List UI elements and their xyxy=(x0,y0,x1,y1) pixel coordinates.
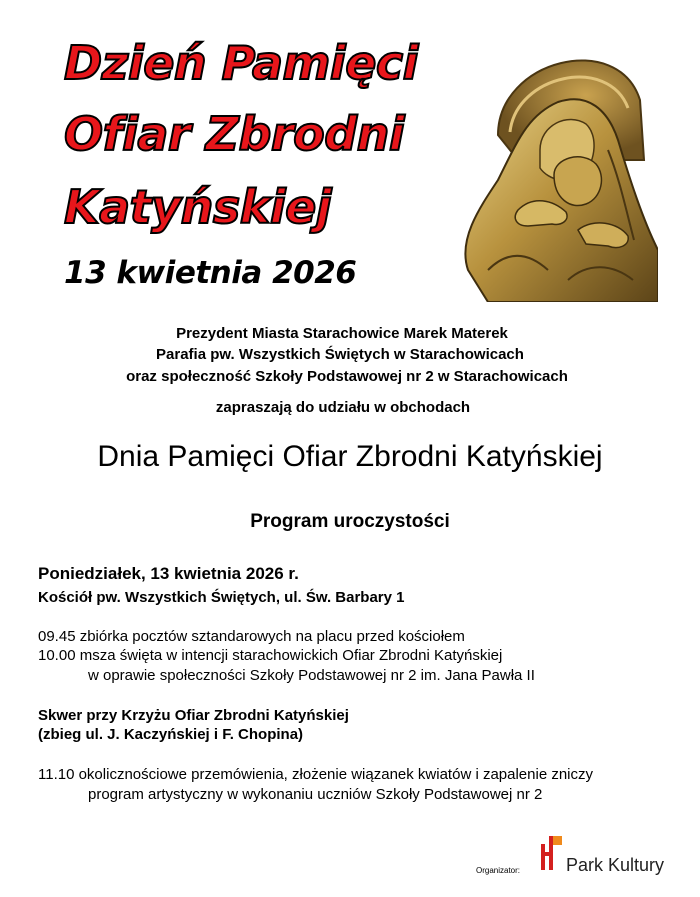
schedule-item: 10.00 msza święta w intencji starachowickich Ofiar Zbrodni Katyńskiej xyxy=(38,647,503,664)
schedule-item: 11.10 okolicznościowe przemówienia, złożenie wiązanek kwiatów i zapalenie zniczy xyxy=(38,766,593,783)
invitation-line-4: zapraszają do udziału w obchodach xyxy=(215,399,471,416)
square-location: Skwer przy Krzyżu Ofiar Zbrodni Katyńskiej xyxy=(38,707,349,724)
invitation-line-1: Prezydent Miasta Starachowice Marek Materek xyxy=(176,325,508,342)
relief-image xyxy=(458,40,658,302)
organizer-label: Organizator: xyxy=(476,866,521,875)
church-location: Kościół pw. Wszystkich Świętych, ul. Św. Barbary 1 xyxy=(38,589,405,606)
program-day: Poniedziałek, 13 kwietnia 2026 r. xyxy=(38,564,299,583)
square-location-detail: (zbieg ul. J. Kaczyńskiej i F. Chopina) xyxy=(38,726,304,743)
title-line-1: Dzień Pamięci xyxy=(64,36,418,90)
invitation-line-2: Parafia pw. Wszystkich Świętych w Starachowicach xyxy=(156,346,524,363)
title-line-3: Katyńskiej xyxy=(64,180,332,234)
invitation-line-3: oraz społeczność Szkoły Podstawowej nr 2 w Starachowicach xyxy=(126,368,568,385)
event-heading: Dnia Pamięci Ofiar Zbrodni Katyńskiej xyxy=(97,440,603,473)
program-title: Program uroczystości xyxy=(250,511,450,532)
schedule-item-continued: w oprawie społeczności Szkoły Podstawowej nr 2 im. Jana Pawła II xyxy=(88,667,535,684)
title-line-2: Ofiar Zbrodni xyxy=(64,107,405,161)
schedule-item-continued: program artystyczny w wykonaniu uczniów Szkoły Podstawowej nr 2 xyxy=(88,786,543,803)
park-kultury-logo-icon xyxy=(540,832,564,872)
event-date: 13 kwietnia 2026 xyxy=(64,255,357,291)
organizer-name: Park Kultury xyxy=(566,855,665,875)
schedule-item: 09.45 zbiórka pocztów sztandarowych na placu przed kościołem xyxy=(38,628,465,645)
